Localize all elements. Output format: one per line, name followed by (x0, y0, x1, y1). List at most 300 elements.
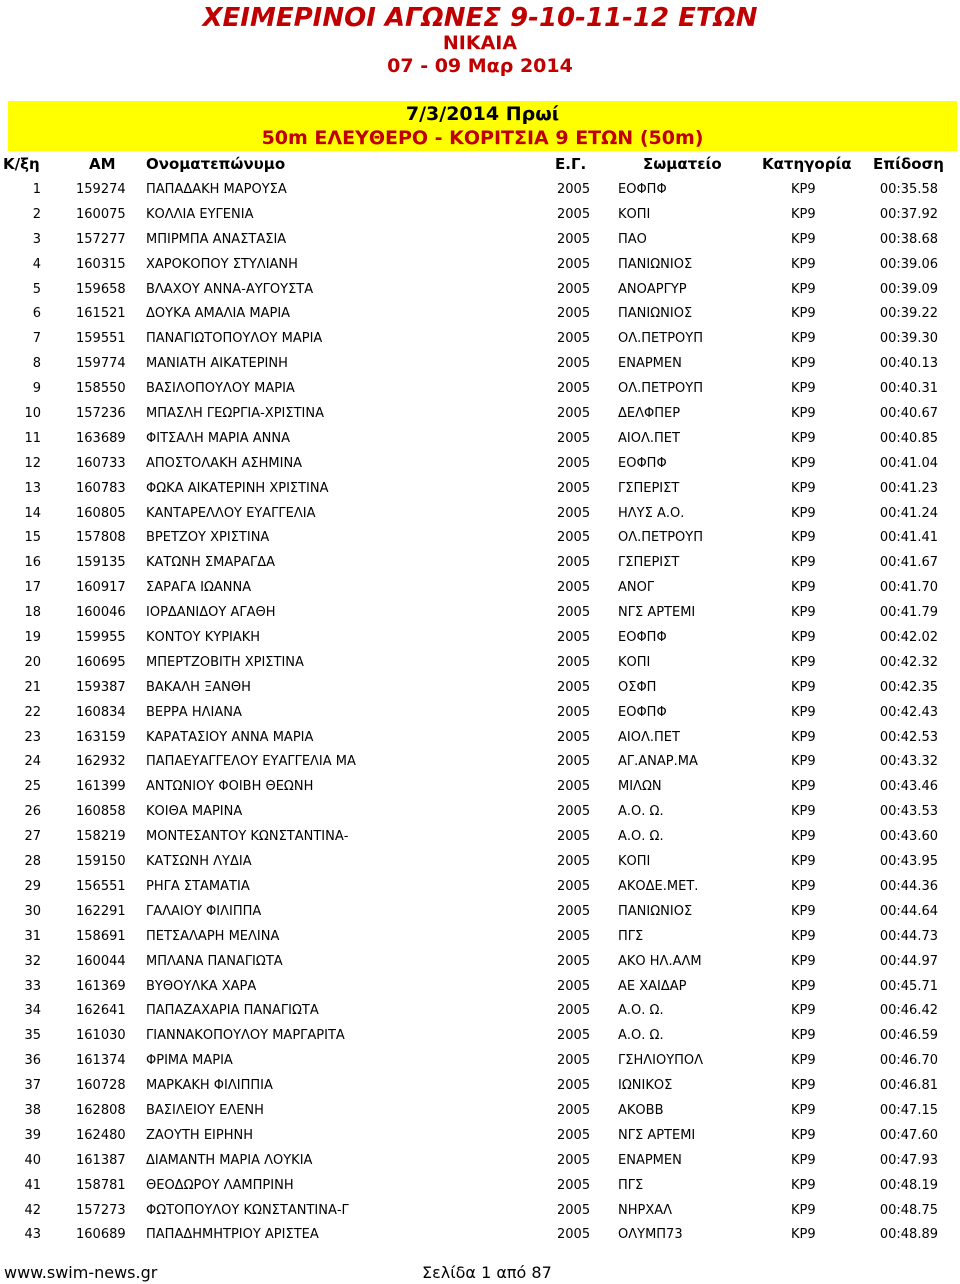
am-cell: 161030 (76, 1028, 126, 1044)
am-cell: 159135 (76, 555, 126, 571)
am-cell: 157236 (76, 406, 126, 422)
birth-year-cell: 2005 (557, 406, 591, 422)
time-cell: 00:42.02 (879, 630, 938, 646)
name-cell: ΜΟΝΤΕΣΑΝΤΟΥ ΚΩΝΣΤΑΝΤΙΝΑ- (146, 829, 349, 845)
club-cell: ΑΚΟΔΕ.ΜΕΤ. (618, 878, 699, 894)
rank-cell: 32 (24, 953, 41, 969)
category-cell: ΚΡ9 (791, 754, 816, 770)
category-cell: ΚΡ9 (791, 1227, 816, 1243)
birth-year-cell: 2005 (557, 953, 591, 969)
rank-cell: 35 (24, 1028, 41, 1044)
club-cell: Α.Ο. Ω. (618, 829, 664, 845)
time-cell: 00:43.32 (879, 754, 938, 770)
name-cell: ΚΑΤΩΝΗ ΣΜΑΡΑΓΔΑ (146, 555, 276, 571)
table-row (0, 526, 960, 551)
am-cell: 160858 (76, 804, 126, 820)
rank-cell: 25 (24, 779, 41, 795)
birth-year-cell: 2005 (557, 580, 591, 596)
table-row (0, 1124, 960, 1149)
am-cell: 159387 (76, 679, 126, 695)
footer (0, 1262, 960, 1284)
club-cell: ΔΕΛΦΠΕΡ (618, 406, 681, 422)
birth-year-cell: 2005 (557, 978, 591, 994)
club-cell: ΓΣΠΕΡΙΣΤ (618, 480, 680, 496)
am-cell: 163159 (76, 729, 126, 745)
time-cell: 00:48.75 (879, 1202, 938, 1218)
name-cell: ΦΩΚΑ ΑΙΚΑΤΕΡΙΝΗ ΧΡΙΣΤΙΝΑ (146, 480, 329, 496)
am-cell: 160733 (76, 455, 126, 471)
category-cell: ΚΡ9 (791, 182, 816, 197)
name-cell: ΑΠΟΣΤΟΛΑΚΗ ΑΣΗΜΙΝΑ (146, 455, 303, 471)
club-cell: ΚΟΠΙ (618, 654, 651, 670)
table-row (0, 850, 960, 875)
time-cell: 00:42.32 (879, 654, 938, 670)
name-cell: ΠΑΠΑΖΑΧΑΡΙΑ ΠΑΝΑΓΙΩΤΑ (146, 1003, 319, 1019)
category-cell: ΚΡ9 (791, 306, 816, 322)
birth-year-cell: 2005 (557, 829, 591, 845)
am-cell: 161399 (76, 779, 126, 795)
time-cell: 00:39.09 (879, 281, 938, 297)
table-row (0, 1199, 960, 1224)
time-cell: 00:41.04 (879, 455, 938, 471)
name-cell: ΚΑΝΤΑΡΕΛΛΟΥ ΕΥΑΓΓΕΛΙΑ (146, 505, 316, 521)
birth-year-cell: 2005 (557, 1003, 591, 1019)
time-cell: 00:43.60 (879, 829, 938, 845)
table-row (0, 1049, 960, 1074)
time-cell: 00:46.81 (879, 1078, 938, 1094)
am-cell: 160805 (76, 505, 126, 521)
category-cell: ΚΡ9 (791, 455, 816, 471)
club-cell: ΜΙΛΩΝ (618, 779, 662, 795)
name-cell: ΓΙΑΝΝΑΚΟΠΟΥΛΟΥ ΜΑΡΓΑΡΙΤΑ (146, 1028, 345, 1044)
rank-cell: 9 (32, 381, 41, 397)
time-cell: 00:41.67 (879, 555, 938, 571)
name-cell: ΠΑΠΑΔΑΚΗ ΜΑΡΟΥΣΑ (146, 182, 287, 197)
name-cell: ΠΑΝΑΓΙΩΤΟΠΟΥΛΟΥ ΜΑΡΙΑ (146, 331, 323, 347)
am-cell: 158550 (76, 381, 126, 397)
category-cell: ΚΡ9 (791, 903, 816, 919)
time-cell: 00:40.85 (879, 430, 938, 446)
header-yob: Ε.Γ. (555, 155, 587, 173)
club-cell: ΑΚΟ ΗΛ.ΑΛΜ (618, 953, 702, 969)
birth-year-cell: 2005 (557, 1028, 591, 1044)
name-cell: ΜΑΝΙΑΤΗ ΑΙΚΑΤΕΡΙΝΗ (146, 356, 288, 372)
name-cell: ΜΠΛΑΝΑ ΠΑΝΑΓΙΩΤΑ (146, 953, 283, 969)
time-cell: 00:46.42 (879, 1003, 938, 1019)
table-row (0, 402, 960, 427)
birth-year-cell: 2005 (557, 1202, 591, 1218)
table-row (0, 278, 960, 303)
club-cell: ΟΛ.ΠΕΤΡΟΥΠ (618, 381, 703, 397)
am-cell: 158781 (76, 1177, 126, 1193)
am-cell: 160728 (76, 1078, 126, 1094)
name-cell: ΑΝΤΩΝΙΟΥ ΦΟΙΒΗ ΘΕΩΝΗ (146, 779, 314, 795)
am-cell: 157808 (76, 530, 126, 546)
time-cell: 00:43.95 (879, 854, 938, 870)
birth-year-cell: 2005 (557, 530, 591, 546)
name-cell: ΓΑΛΑΙΟΥ ΦΙΛΙΠΠΑ (146, 903, 262, 919)
category-cell: ΚΡ9 (791, 729, 816, 745)
rank-cell: 12 (24, 455, 41, 471)
rank-cell: 11 (24, 430, 41, 446)
club-cell: ΠΑΝΙΩΝΙΟΣ (618, 306, 693, 322)
club-cell: ΑΙΟΛ.ΠΕΤ (618, 729, 680, 745)
rank-cell: 36 (24, 1053, 41, 1069)
name-cell: ΠΕΤΣΑΛΑΡΗ ΜΕΛΙΝΑ (146, 928, 280, 944)
birth-year-cell: 2005 (557, 928, 591, 944)
rank-cell: 21 (24, 679, 41, 695)
club-cell: ΑΕ ΧΑΙΔΑΡ (618, 978, 687, 994)
name-cell: ΒΑΚΑΛΗ ΞΑΝΘΗ (146, 679, 251, 695)
time-cell: 00:40.67 (879, 406, 938, 422)
table-row (0, 950, 960, 975)
time-cell: 00:41.41 (879, 530, 938, 546)
rank-cell: 33 (24, 978, 41, 994)
birth-year-cell: 2005 (557, 605, 591, 621)
time-cell: 00:44.36 (879, 878, 938, 894)
am-cell: 161387 (76, 1152, 126, 1168)
am-cell: 162641 (76, 1003, 126, 1019)
category-cell: ΚΡ9 (791, 331, 816, 347)
birth-year-cell: 2005 (557, 1177, 591, 1193)
club-cell: Α.Ο. Ω. (618, 1003, 664, 1019)
category-cell: ΚΡ9 (791, 854, 816, 870)
club-cell: ΗΛΥΣ Α.Ο. (618, 505, 685, 521)
birth-year-cell: 2005 (557, 1227, 591, 1243)
am-cell: 159774 (76, 356, 126, 372)
name-cell: ΘΕΟΔΩΡΟΥ ΛΑΜΠΡΙΝΗ (146, 1177, 294, 1193)
birth-year-cell: 2005 (557, 505, 591, 521)
birth-year-cell: 2005 (557, 455, 591, 471)
time-cell: 00:41.24 (879, 505, 938, 521)
time-cell: 00:44.97 (879, 953, 938, 969)
birth-year-cell: 2005 (557, 331, 591, 347)
category-cell: ΚΡ9 (791, 829, 816, 845)
header-rank: Κ/ξη (3, 155, 40, 173)
name-cell: ΚΟΝΤΟΥ ΚΥΡΙΑΚΗ (146, 630, 261, 646)
category-cell: ΚΡ9 (791, 1202, 816, 1218)
birth-year-cell: 2005 (557, 903, 591, 919)
table-row (0, 1223, 960, 1248)
table-row (0, 900, 960, 925)
birth-year-cell: 2005 (557, 630, 591, 646)
rank-cell: 37 (24, 1078, 41, 1094)
club-cell: ΑΝΟΑΡΓΥΡ (618, 281, 687, 297)
category-cell: ΚΡ9 (791, 630, 816, 646)
time-cell: 00:47.93 (879, 1152, 938, 1168)
club-cell: ΟΛ.ΠΕΤΡΟΥΠ (618, 331, 703, 347)
name-cell: ΒΛΑΧΟΥ ΑΝΝΑ-ΑΥΓΟΥΣΤΑ (146, 281, 314, 297)
event-name: 50m ΕΛΕΥΘΕΡΟ - ΚΟΡΙΤΣΙΑ 9 ΕΤΩΝ (50m) (261, 127, 704, 149)
category-cell: ΚΡ9 (791, 231, 816, 247)
rank-cell: 17 (24, 580, 41, 596)
table-row (0, 825, 960, 850)
time-cell: 00:41.23 (879, 480, 938, 496)
rank-cell: 3 (32, 231, 41, 247)
rank-cell: 42 (24, 1202, 41, 1218)
rank-cell: 8 (32, 356, 41, 372)
name-cell: ΧΑΡΟΚΟΠΟΥ ΣΤΥΛΙΑΝΗ (146, 256, 298, 272)
table-row (0, 925, 960, 950)
am-cell: 160783 (76, 480, 126, 496)
club-cell: Α.Ο. Ω. (618, 804, 664, 820)
table-row (0, 427, 960, 452)
club-cell: ΕΟΦΠΦ (618, 455, 667, 471)
rank-cell: 38 (24, 1102, 41, 1118)
meet-title: ΧΕΙΜΕΡΙΝΟΙ ΑΓΩΝΕΣ 9-10-11-12 ΕΤΩΝ (202, 3, 758, 33)
rank-cell: 10 (24, 406, 41, 422)
time-cell: 00:47.15 (879, 1102, 938, 1118)
club-cell: ΠΑΟ (618, 231, 647, 247)
table-row (0, 477, 960, 502)
table-row (0, 302, 960, 327)
club-cell: ΠΑΝΙΩΝΙΟΣ (618, 256, 693, 272)
time-cell: 00:46.70 (879, 1053, 938, 1069)
name-cell: ΦΩΤΟΠΟΥΛΟΥ ΚΩΝΣΤΑΝΤΙΝΑ-Γ (146, 1202, 349, 1218)
am-cell: 157273 (76, 1202, 126, 1218)
am-cell: 160834 (76, 704, 126, 720)
rank-cell: 41 (24, 1177, 41, 1193)
am-cell: 160917 (76, 580, 126, 596)
birth-year-cell: 2005 (557, 281, 591, 297)
am-cell: 161369 (76, 978, 126, 994)
am-cell: 160689 (76, 1227, 126, 1243)
name-cell: ΠΑΠΑΔΗΜΗΤΡΙΟΥ ΑΡΙΣΤΕΑ (146, 1227, 319, 1243)
birth-year-cell: 2005 (557, 1053, 591, 1069)
category-cell: ΚΡ9 (791, 1078, 816, 1094)
table-row (0, 750, 960, 775)
table-row (0, 178, 960, 203)
rank-cell: 5 (32, 281, 41, 297)
club-cell: ΚΟΠΙ (618, 854, 651, 870)
birth-year-cell: 2005 (557, 231, 591, 247)
table-row (0, 203, 960, 228)
birth-year-cell: 2005 (557, 430, 591, 446)
birth-year-cell: 2005 (557, 779, 591, 795)
category-cell: ΚΡ9 (791, 206, 816, 222)
time-cell: 00:40.13 (879, 356, 938, 372)
birth-year-cell: 2005 (557, 480, 591, 496)
am-cell: 161374 (76, 1053, 126, 1069)
category-cell: ΚΡ9 (791, 430, 816, 446)
header-time: Επίδοση (873, 155, 944, 173)
table-row (0, 1024, 960, 1049)
am-cell: 162932 (76, 754, 126, 770)
am-cell: 160044 (76, 953, 126, 969)
name-cell: ΜΑΡΚΑΚΗ ΦΙΛΙΠΠΙΑ (146, 1078, 273, 1094)
category-cell: ΚΡ9 (791, 953, 816, 969)
category-cell: ΚΡ9 (791, 356, 816, 372)
rank-cell: 26 (24, 804, 41, 820)
time-cell: 00:39.22 (879, 306, 938, 322)
name-cell: ΚΑΡΑΤΑΣΙΟΥ ΑΝΝΑ ΜΑΡΙΑ (146, 729, 314, 745)
table-row (0, 228, 960, 253)
time-cell: 00:38.68 (879, 231, 938, 247)
am-cell: 160315 (76, 256, 126, 272)
birth-year-cell: 2005 (557, 1127, 591, 1143)
club-cell: ΑΓ.ΑΝΑΡ.ΜΑ (618, 754, 698, 770)
am-cell: 162480 (76, 1127, 126, 1143)
rank-cell: 39 (24, 1127, 41, 1143)
category-cell: ΚΡ9 (791, 704, 816, 720)
birth-year-cell: 2005 (557, 306, 591, 322)
table-row (0, 502, 960, 527)
category-cell: ΚΡ9 (791, 679, 816, 695)
category-cell: ΚΡ9 (791, 654, 816, 670)
birth-year-cell: 2005 (557, 1152, 591, 1168)
category-cell: ΚΡ9 (791, 480, 816, 496)
rank-cell: 15 (24, 530, 41, 546)
am-cell: 159274 (76, 182, 126, 197)
name-cell: ΚΟΛΛΙΑ ΕΥΓΕΝΙΑ (146, 206, 254, 222)
table-row (0, 651, 960, 676)
club-cell: ΓΣΗΛΙΟΥΠΟΛ (618, 1053, 704, 1069)
club-cell: ΟΣΦΠ (618, 679, 657, 695)
footer-website[interactable]: www.swim-news.gr (4, 1263, 158, 1282)
table-row (0, 875, 960, 900)
name-cell: ΜΠΑΣΛΗ ΓΕΩΡΓΙΑ-ΧΡΙΣΤΙΝΑ (146, 406, 324, 422)
am-cell: 158691 (76, 928, 126, 944)
table-row (0, 800, 960, 825)
rank-cell: 22 (24, 704, 41, 720)
rank-cell: 6 (32, 306, 41, 322)
club-cell: ΕΟΦΠΦ (618, 182, 667, 197)
header-club: Σωματείο (643, 155, 722, 173)
name-cell: ΒΡΕΤΖΟΥ ΧΡΙΣΤΙΝΑ (146, 530, 270, 546)
time-cell: 00:41.70 (879, 580, 938, 596)
club-cell: ΟΛΥΜΠ73 (618, 1227, 683, 1243)
am-cell: 159551 (76, 331, 126, 347)
time-cell: 00:44.64 (879, 903, 938, 919)
table-row (0, 352, 960, 377)
name-cell: ΒΕΡΡΑ ΗΛΙΑΝΑ (146, 704, 242, 720)
birth-year-cell: 2005 (557, 1078, 591, 1094)
rank-cell: 20 (24, 654, 41, 670)
category-cell: ΚΡ9 (791, 779, 816, 795)
time-cell: 00:44.73 (879, 928, 938, 944)
category-cell: ΚΡ9 (791, 1102, 816, 1118)
time-cell: 00:39.30 (879, 331, 938, 347)
category-cell: ΚΡ9 (791, 505, 816, 521)
table-row (0, 253, 960, 278)
time-cell: 00:43.46 (879, 779, 938, 795)
rank-cell: 30 (24, 903, 41, 919)
category-cell: ΚΡ9 (791, 555, 816, 571)
table-row (0, 726, 960, 751)
name-cell: ΜΠΕΡΤΖΟΒΙΤΗ ΧΡΙΣΤΙΝΑ (146, 654, 304, 670)
birth-year-cell: 2005 (557, 754, 591, 770)
club-cell: ΝΓΣ ΑΡΤΕΜΙ (618, 605, 696, 621)
table-row (0, 626, 960, 651)
time-cell: 00:42.35 (879, 679, 938, 695)
time-cell: 00:45.71 (879, 978, 938, 994)
name-cell: ΦΡΙΜΑ ΜΑΡΙΑ (146, 1053, 233, 1069)
header-am: ΑΜ (89, 155, 116, 173)
rank-cell: 4 (32, 256, 41, 272)
club-cell: ΝΗΡΧΑΛ (618, 1202, 673, 1218)
time-cell: 00:48.89 (879, 1227, 938, 1243)
table-row (0, 701, 960, 726)
time-cell: 00:35.58 (879, 182, 938, 197)
time-cell: 00:46.59 (879, 1028, 938, 1044)
table-row (0, 1149, 960, 1174)
category-cell: ΚΡ9 (791, 1053, 816, 1069)
am-cell: 162808 (76, 1102, 126, 1118)
category-cell: ΚΡ9 (791, 580, 816, 596)
table-row (0, 999, 960, 1024)
category-cell: ΚΡ9 (791, 1003, 816, 1019)
meet-dates: 07 - 09 Μαρ 2014 (387, 55, 573, 77)
rank-cell: 34 (24, 1003, 41, 1019)
club-cell: ΕΟΦΠΦ (618, 704, 667, 720)
category-cell: ΚΡ9 (791, 530, 816, 546)
birth-year-cell: 2005 (557, 654, 591, 670)
rank-cell: 28 (24, 854, 41, 870)
time-cell: 00:42.53 (879, 729, 938, 745)
category-cell: ΚΡ9 (791, 406, 816, 422)
birth-year-cell: 2005 (557, 356, 591, 372)
table-row (0, 377, 960, 402)
header-category: Κατηγορία (762, 155, 852, 173)
name-cell: ΒΑΣΙΛΕΙΟΥ ΕΛΕΝΗ (146, 1102, 264, 1118)
am-cell: 156551 (76, 878, 126, 894)
birth-year-cell: 2005 (557, 381, 591, 397)
am-cell: 160046 (76, 605, 126, 621)
rank-cell: 27 (24, 829, 41, 845)
birth-year-cell: 2005 (557, 206, 591, 222)
rank-cell: 16 (24, 555, 41, 571)
category-cell: ΚΡ9 (791, 281, 816, 297)
time-cell: 00:41.79 (879, 605, 938, 621)
club-cell: ΕΟΦΠΦ (618, 630, 667, 646)
birth-year-cell: 2005 (557, 729, 591, 745)
birth-year-cell: 2005 (557, 679, 591, 695)
club-cell: ΠΓΣ (618, 1177, 644, 1193)
event-session: 7/3/2014 Πρωί (405, 103, 560, 125)
club-cell: Α.Ο. Ω. (618, 1028, 664, 1044)
am-cell: 162291 (76, 903, 126, 919)
time-cell: 00:47.60 (879, 1127, 938, 1143)
name-cell: ΚΑΤΣΩΝΗ ΛΥΔΙΑ (146, 854, 252, 870)
rank-cell: 31 (24, 928, 41, 944)
am-cell: 161521 (76, 306, 126, 322)
category-cell: ΚΡ9 (791, 878, 816, 894)
time-cell: 00:37.92 (879, 206, 938, 222)
rank-cell: 43 (24, 1227, 41, 1243)
category-cell: ΚΡ9 (791, 1177, 816, 1193)
rank-cell: 14 (24, 505, 41, 521)
table-row (0, 327, 960, 352)
name-cell: ΣΑΡΑΓΑ ΙΩΑΝΝΑ (146, 580, 252, 596)
time-cell: 00:43.53 (879, 804, 938, 820)
birth-year-cell: 2005 (557, 854, 591, 870)
time-cell: 00:39.06 (879, 256, 938, 272)
footer-page-number: Σελίδα 1 από 87 (422, 1263, 552, 1282)
am-cell: 160075 (76, 206, 126, 222)
category-cell: ΚΡ9 (791, 605, 816, 621)
rank-cell: 2 (32, 206, 41, 222)
name-cell: ΚΟΙΘΑ ΜΑΡΙΝΑ (146, 804, 243, 820)
am-cell: 159150 (76, 854, 126, 870)
name-cell: ΔΙΑΜΑΝΤΗ ΜΑΡΙΑ ΛΟΥΚΙΑ (146, 1152, 313, 1168)
category-cell: ΚΡ9 (791, 1152, 816, 1168)
category-cell: ΚΡ9 (791, 804, 816, 820)
birth-year-cell: 2005 (557, 1102, 591, 1118)
time-cell: 00:42.43 (879, 704, 938, 720)
table-header (0, 152, 960, 176)
name-cell: ΙΟΡΔΑΝΙΔΟΥ ΑΓΑΘΗ (146, 605, 276, 621)
category-cell: ΚΡ9 (791, 1028, 816, 1044)
